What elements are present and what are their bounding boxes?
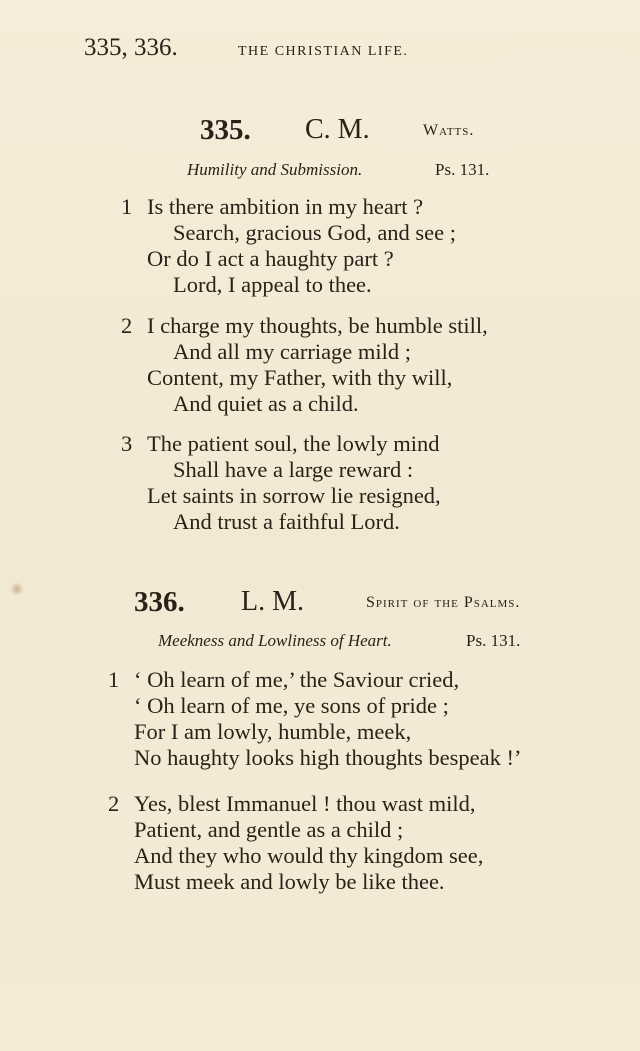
verse-line: And all my carriage mild ; — [173, 339, 412, 364]
verse-line: I charge my thoughts, be humble still, — [147, 313, 488, 338]
hymn-335-reference: Ps. 131. — [435, 160, 490, 179]
verse-number: 3 — [121, 431, 133, 456]
verse-line: Let saints in sorrow lie resigned, — [147, 483, 441, 508]
verse-line: The patient soul, the lowly mind — [147, 431, 440, 456]
verse-number: 1 — [108, 667, 120, 692]
hymn-335-number: 335. — [200, 114, 251, 146]
verse-number: 2 — [108, 791, 120, 816]
verse-line: Shall have a large reward : — [173, 457, 414, 482]
verse-line: And quiet as a child. — [173, 391, 359, 416]
hymn-336-number: 336. — [134, 586, 185, 618]
verse-line: Patient, and gentle as a child ; — [134, 817, 404, 842]
hymn-336-author: Spirit of the Psalms. — [366, 594, 521, 611]
verse-line: Must meek and lowly be like thee. — [134, 869, 445, 894]
verse-line: No haughty looks high thoughts bespeak !’ — [134, 745, 522, 770]
hymn-335-meter: C. M. — [305, 114, 370, 145]
verse-line: Search, gracious God, and see ; — [173, 220, 457, 245]
verse-line: Content, my Father, with thy will, — [147, 365, 453, 390]
verse-number: 1 — [121, 194, 133, 219]
hymn-336-meter: L. M. — [241, 586, 304, 617]
hymn-335-author: Watts. — [423, 122, 475, 139]
verse-line: For I am lowly, humble, meek, — [134, 719, 412, 744]
verse-line: ‘ Oh learn of me, ye sons of pride ; — [134, 693, 449, 718]
section-title: THE CHRISTIAN LIFE. — [238, 44, 409, 59]
verse-line: And they who would thy kingdom see, — [134, 843, 484, 868]
verse-line: Lord, I appeal to thee. — [173, 272, 372, 297]
hymn-336-subject: Meekness and Lowliness of Heart. — [158, 631, 392, 650]
verse-line: Or do I act a haughty part ? — [147, 246, 394, 271]
verse-line: And trust a faithful Lord. — [173, 509, 400, 534]
paper-stain — [10, 582, 24, 596]
hymn-336-reference: Ps. 131. — [466, 631, 521, 650]
verse-number: 2 — [121, 313, 133, 338]
hymn-335-subject: Humility and Submission. — [187, 160, 363, 179]
verse-line: Is there ambition in my heart ? — [147, 194, 424, 219]
verse-line: ‘ Oh learn of me,’ the Saviour cried, — [134, 667, 460, 692]
page-numbers: 335, 336. — [84, 34, 178, 61]
verse-line: Yes, blest Immanuel ! thou wast mild, — [134, 791, 476, 816]
